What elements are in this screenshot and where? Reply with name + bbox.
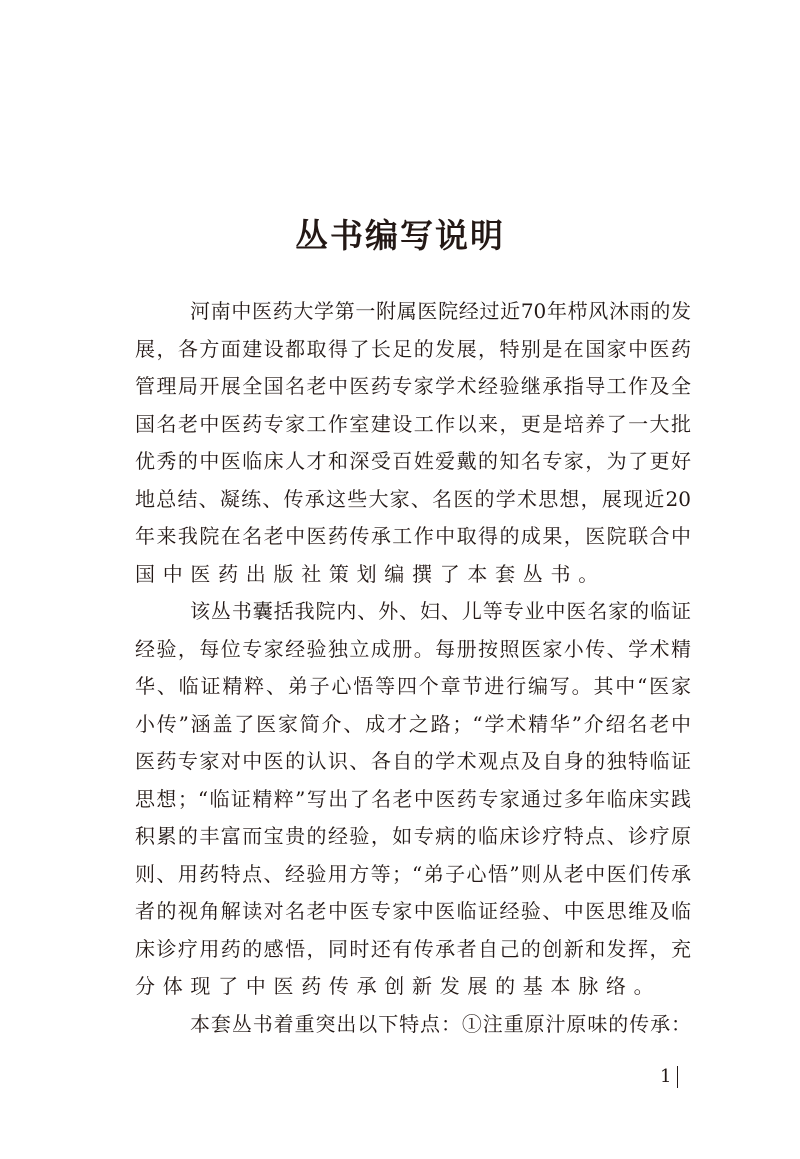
paragraph-line: 本套丛书着重突出以下特点：①注重原汁原味的传承：: [190, 1011, 691, 1036]
paragraph-line: 地总结、凝练、传承这些大家、名医的学术思想，展现近20: [135, 486, 691, 511]
paragraph-line: 小传”涵盖了医家简介、成才之路；“学术精华”介绍名老中: [135, 711, 691, 736]
paragraph-line: 河南中医药大学第一附属医院经过近70年栉风沐雨的发: [190, 299, 691, 323]
body-text: [135, 293, 691, 1043]
page-number: 1: [660, 1066, 672, 1087]
paragraph-line: 该丛书囊括我院内、外、妇、儿等专业中医名家的临证: [190, 599, 691, 623]
paragraph-line: 床诊疗用药的感悟，同时还有传承者自己的创新和发挥，充: [135, 936, 691, 961]
page-number-divider: [677, 1066, 678, 1088]
paragraph-line: 国中医药出版社策划编撰了本套丛书。: [135, 561, 606, 586]
paragraph-line: 经验，每位专家经验独立成册。每册按照医家小传、学术精: [135, 636, 691, 661]
paragraph-line: 则、用药特点、经验用方等；“弟子心悟”则从老中医们传承: [135, 861, 691, 886]
paragraph-line: 分体现了中医药传承创新发展的基本脉络。: [135, 974, 662, 998]
paragraph-line: 者的视角解读对名老中医专家中医临证经验、中医思维及临: [135, 899, 691, 923]
paragraph-line: 年来我院在名老中医药传承工作中取得的成果，医院联合中: [135, 524, 691, 548]
paragraph-line: 优秀的中医临床人才和深受百姓爱戴的知名专家，为了更好: [135, 449, 691, 473]
page-title: 丛书编写说明: [295, 216, 505, 255]
paragraph-line: 展，各方面建设都取得了长足的发展，特别是在国家中医药: [135, 336, 691, 361]
paragraph-line: 管理局开展全国名老中医药专家学术经验继承指导工作及全: [135, 374, 691, 398]
paragraph-line: 国名老中医药专家工作室建设工作以来，更是培养了一大批: [135, 411, 691, 436]
paragraph-line: 华、临证精粹、弟子心悟等四个章节进行编写。其中“医家: [135, 674, 691, 698]
paragraph-line: 思想；“临证精粹”写出了名老中医药专家通过多年临床实践: [135, 786, 691, 811]
paragraph-line: 医药专家对中医的认识、各自的学术观点及自身的独特临证: [135, 749, 691, 773]
paragraph-line: 积累的丰富而宝贵的经验，如专病的临床诊疗特点、诊疗原: [135, 824, 691, 848]
